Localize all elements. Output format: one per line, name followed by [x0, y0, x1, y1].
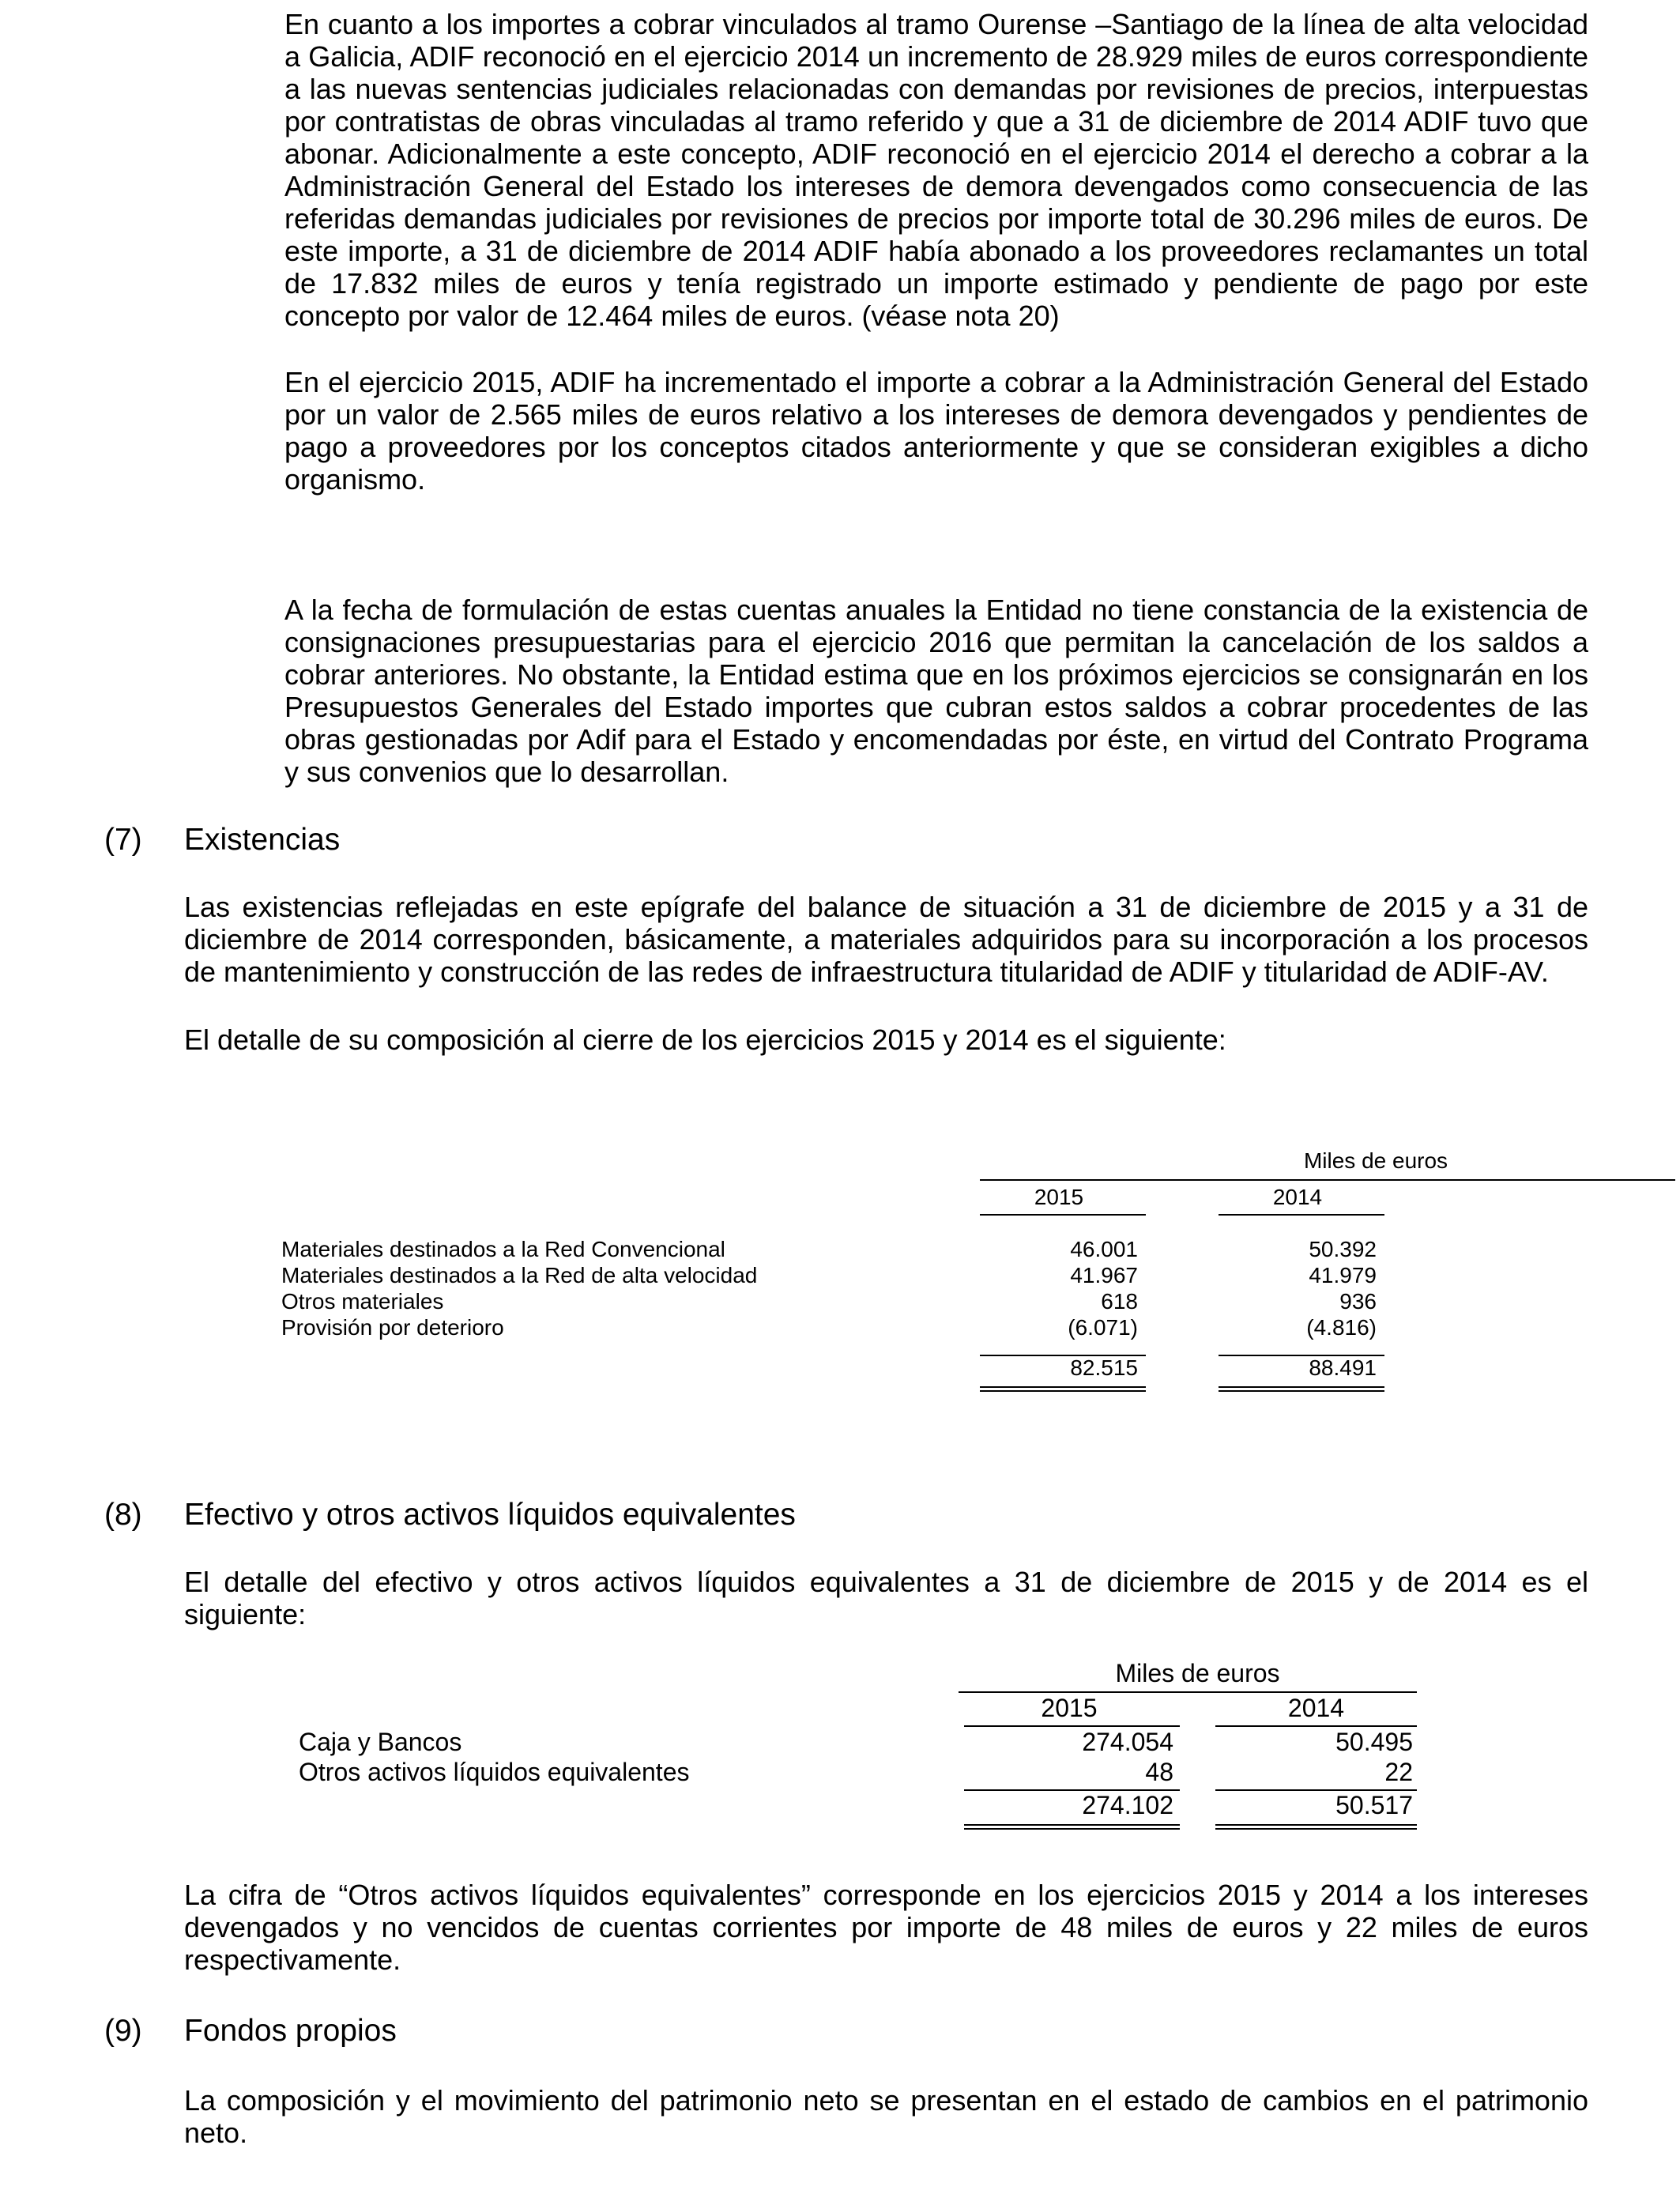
row-label: Materiales destinados a la Red de alta velocidad: [281, 1263, 758, 1287]
column-header-2014: 2014: [1287, 1694, 1345, 1722]
total-double-rule-2015: [980, 1386, 1146, 1392]
cell-2015: 41.967: [1070, 1263, 1138, 1287]
column-rule-2014: [1219, 1214, 1384, 1216]
paragraph-existencias: Las existencias reflejadas en este epígrafe del balance de situación a 31 de diciembre de 2015 y a 31 de diciembre de 2014 corresponden, básicamente, a materiales adquiridos para su incorporación a los procesos de mantenimiento y construcción de las redes de infraestructura titularidad de ADIF y titularidad de ADIF-AV.: [184, 891, 1588, 988]
table-existencias: [281, 1148, 1448, 1400]
cell-2014: 50.392: [1309, 1237, 1377, 1261]
cell-2014: 50.495: [1335, 1728, 1413, 1756]
row-label: Materiales destinados a la Red Convencional: [281, 1237, 725, 1261]
table-unit-header: Miles de euros: [1115, 1659, 1280, 1687]
cell-2014: (4.816): [1306, 1315, 1377, 1340]
cell-2015: 46.001: [1070, 1237, 1138, 1261]
paragraph-detalle-composicion: El detalle de su composición al cierre de los ejercicios 2015 y 2014 es el siguiente:: [184, 1023, 1226, 1056]
total-2014: 50.517: [1335, 1791, 1413, 1819]
row-label: Otros materiales: [281, 1289, 444, 1314]
total-2015: 274.102: [1082, 1791, 1173, 1819]
cell-2014: 936: [1339, 1289, 1377, 1314]
column-rule-2014: [1215, 1725, 1417, 1727]
total-double-rule-2014: [1215, 1824, 1417, 1830]
section-title-existencias: Existencias: [184, 823, 341, 857]
paragraph-ejercicio-2015: En el ejercicio 2015, ADIF ha incrementado el importe a cobrar a la Administración General del Estado por un valor de 2.565 miles de euros relativo a los intereses de demora devengados y pendientes de pago a proveedores por los conceptos citados anteriormente y que se consideran exigibles a dicho organismo.: [284, 366, 1588, 496]
cell-2015: 274.054: [1082, 1728, 1173, 1756]
column-rule-2015: [980, 1214, 1146, 1216]
column-rule-2015: [964, 1725, 1180, 1727]
header-rule: [959, 1691, 1417, 1693]
section-number-8: (8): [104, 1498, 142, 1532]
paragraph-efectivo-detalle: El detalle del efectivo y otros activos líquidos equivalentes a 31 de diciembre de 2015 y de 2014 es el siguiente:: [184, 1566, 1588, 1630]
column-header-2014: 2014: [1272, 1185, 1323, 1209]
column-header-2015: 2015: [1041, 1694, 1098, 1722]
paragraph-formulacion-cuentas: A la fecha de formulación de estas cuentas anuales la Entidad no tiene constancia de la existencia de consignaciones presupuestarias para el ejercicio 2016 que permitan la cancelación de los saldos a cobrar anteriores. No obstante, la Entidad estima que en los próximos ejercicios se consignarán en los Presupuestos Generales del Estado importes que cubran estos saldos a cobrar procedentes de las obras gestionadas por Adif para el Estado y encomendadas por éste, en virtud del Contrato Programa y sus convenios que lo desarrollan.: [284, 594, 1588, 788]
cell-2015: 48: [1145, 1758, 1173, 1786]
row-label: Provisión por deterioro: [281, 1315, 504, 1340]
section-title-efectivo: Efectivo y otros activos líquidos equivalentes: [184, 1498, 796, 1532]
column-header-2015: 2015: [1034, 1185, 1084, 1209]
section-number-9: (9): [104, 2014, 142, 2048]
cell-2014: 41.979: [1309, 1263, 1377, 1287]
table-efectivo: [299, 1659, 1421, 1849]
row-label: Caja y Bancos: [299, 1728, 462, 1756]
cell-2015: (6.071): [1068, 1315, 1138, 1340]
section-title-fondos-propios: Fondos propios: [184, 2014, 397, 2048]
paragraph-ourense-santiago: En cuanto a los importes a cobrar vinculados al tramo Ourense –Santiago de la línea de alta velocidad a Galicia, ADIF reconoció en el ejercicio 2014 un incremento de 28.929 miles de euros correspondiente a las nuevas sentencias judiciales relacionadas con demandas por revisiones de precios, interpuestas por contratistas de obras vinculadas al tramo referido y que a 31 de diciembre de 2014 ADIF tuvo que abonar. Adicionalmente a este concepto, ADIF reconoció en el ejercicio 2014 el derecho a cobrar a la Administración General del Estado los intereses de demora devengados como consecuencia de las referidas demandas judiciales por revisiones de precios por importe total de 30.296 miles de euros. De este importe, a 31 de diciembre de 2014 ADIF había abonado a los proveedores reclamantes un total de 17.832 miles de euros y tenía registrado un importe estimado y pendiente de pago por este concepto por valor de 12.464 miles de euros. (véase nota 20): [284, 8, 1588, 332]
header-rule: [980, 1179, 1675, 1181]
total-double-rule-2014: [1219, 1386, 1384, 1392]
section-number-7: (7): [104, 823, 142, 857]
total-2015: 82.515: [1070, 1355, 1138, 1380]
table-unit-header: Miles de euros: [1303, 1148, 1448, 1173]
paragraph-fondos-propios: La composición y el movimiento del patrimonio neto se presentan en el estado de cambios en el patrimonio neto.: [184, 2084, 1588, 2149]
cell-2014: 22: [1384, 1758, 1413, 1786]
total-2014: 88.491: [1309, 1355, 1377, 1380]
paragraph-cifra-otros-activos: La cifra de “Otros activos líquidos equivalentes” corresponde en los ejercicios 2015 y 2014 a los intereses devengados y no vencidos de cuentas corrientes por importe de 48 miles de euros y 22 miles de euros respectivamente.: [184, 1879, 1588, 1976]
row-label: Otros activos líquidos equivalentes: [299, 1758, 690, 1786]
cell-2015: 618: [1101, 1289, 1138, 1314]
total-double-rule-2015: [964, 1824, 1180, 1830]
